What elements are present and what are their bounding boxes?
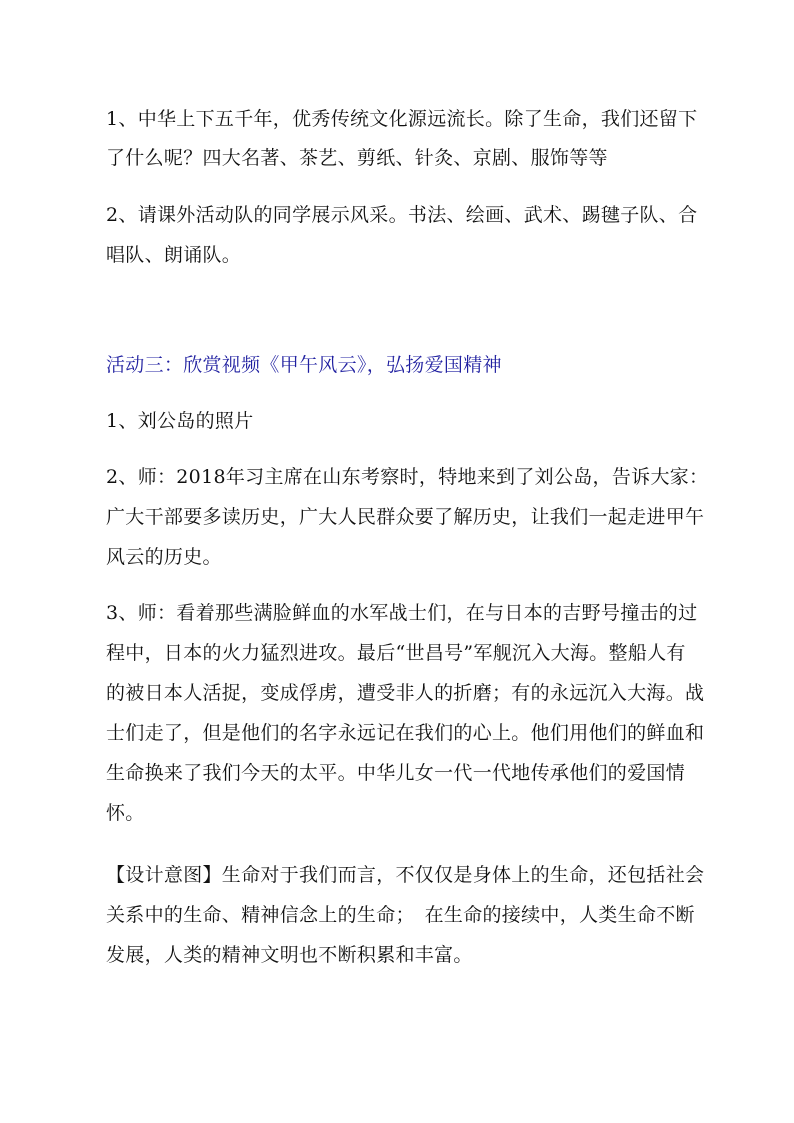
paragraph-line: 广大干部要多读历史，广大人民群众要了解历史，让我们一起走进甲午 <box>106 506 705 528</box>
paragraph-line: 了什么呢？四大名著、茶艺、剪纸、针灸、京剧、服饰等等 <box>106 147 608 169</box>
paragraph-line: 2、请课外活动队的同学展示风采。书法、绘画、武术、踢毽子队、合 <box>106 204 698 226</box>
paragraph-line: 的被日本人活捉，变成俘虏，遭受非人的折磨；有的永远沉入大海。战 <box>106 682 705 704</box>
paragraph-line: 3、师：看着那些满脸鲜血的水军战士们，在与日本的吉野号撞击的过 <box>106 602 698 624</box>
section-heading: 活动三：欣赏视频《甲午风云》，弘扬爱国精神 <box>106 354 502 376</box>
paragraph-line: 唱队、朗诵队。 <box>106 244 242 266</box>
paragraph-line: 士们走了，但是他们的名字永远记在我们的心上。他们用他们的鲜血和 <box>106 722 705 744</box>
paragraph-line: 生命换来了我们今天的太平。中华儿女一代一代地传承他们的爱国情 <box>106 762 686 784</box>
paragraph-line: 发展，人类的精神文明也不断积累和丰富。 <box>106 944 473 966</box>
paragraph-line: 1、刘公岛的照片 <box>106 410 254 432</box>
paragraph-line: 关系中的生命、精神信念上的生命； 在生命的接续中，人类生命不断 <box>106 904 695 926</box>
paragraph-line: 风云的历史。 <box>106 546 222 568</box>
paragraph-line: 程中，日本的火力猛烈进攻。最后“世昌号”军舰沉入大海。整船人有 <box>106 642 686 664</box>
paragraph-line: 1、中华上下五千年，优秀传统文化源远流长。除了生命，我们还留下 <box>106 108 698 130</box>
paragraph-line: 【设计意图】生命对于我们而言，不仅仅是身体上的生命，还包括社会 <box>106 864 705 886</box>
paragraph-line: 怀。 <box>106 802 145 824</box>
paragraph-line: 2、师：2018年习主席在山东考察时，特地来到了刘公岛，告诉大家： <box>106 466 709 488</box>
